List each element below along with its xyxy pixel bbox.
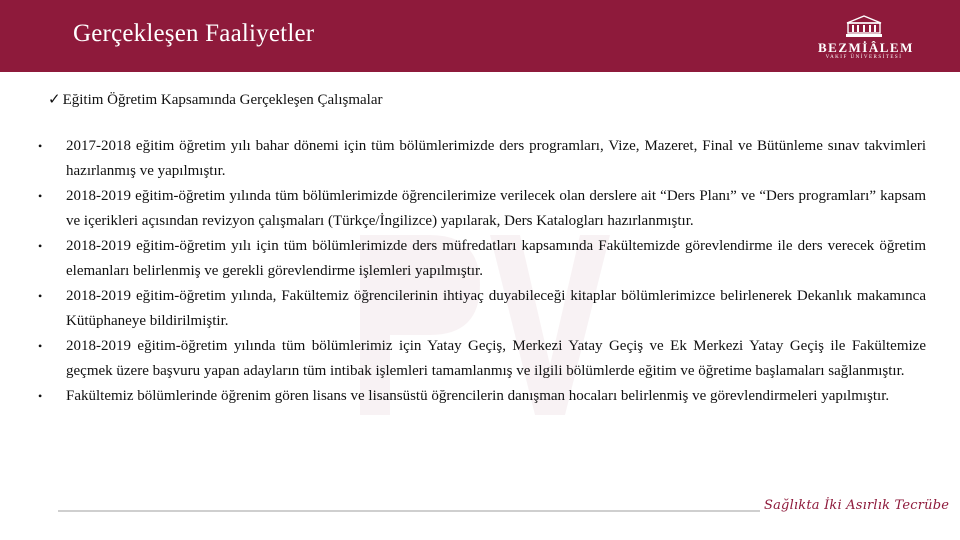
list-item-text: 2017-2018 eğitim öğretim yılı bahar dönemi için tüm bölümlerimizde ders programları, Vize, Mazeret, Final ve Bütünleme sınav takvimleri hazırlanmış ve yapılmıştır. [66, 138, 926, 179]
building-icon [844, 14, 884, 38]
bullet-icon: • [38, 289, 43, 303]
header-bar [0, 0, 960, 72]
bezmialem-logo [818, 14, 914, 64]
list-item-text: 2018-2019 eğitim-öğretim yılında tüm bölümlerimiz için Yatay Geçiş, Merkezi Yatay Geçiş ve Ek Merkezi Yatay Geçiş ile Fakültemize geçmek üzere başvuru yapan adayların tüm intibak işlemleri tamamlanmış ve ilgili bölümlerde eğitim ve öğretime başlamaları sağlanmıştır. [66, 338, 926, 379]
bullet-icon: • [38, 339, 43, 353]
bullet-icon: • [38, 189, 43, 203]
list-item-text: Fakültemiz bölümlerinde öğrenim gören lisans ve lisansüstü öğrencilerin danışman hocaları belirlenmiş ve görevlendirmeleri yapılmıştır. [66, 388, 890, 404]
list-item [38, 384, 926, 409]
list-item [38, 284, 926, 334]
footer-slogan: Sağlıkta İki Asırlık Tecrübe [764, 498, 950, 513]
page-title: Gerçekleşen Faaliyetler [73, 20, 315, 47]
section-subheading [48, 90, 382, 109]
list-item [38, 134, 926, 184]
logo-subtitle: VAKIF ÜNİVERSİTESİ [825, 55, 903, 60]
check-icon: ✓ [48, 92, 61, 108]
bullet-icon: • [38, 389, 43, 403]
footer-divider [58, 510, 760, 512]
list-item-text: 2018-2019 eğitim-öğretim yılında, Fakültemiz öğrencilerinin ihtiyaç duyabileceği kitaplar bölümlerimizce belirlenerek Dekanlık makamınca Kütüphaneye bildirilmiştir. [66, 288, 926, 329]
bullet-icon: • [38, 139, 43, 153]
logo-name: BEZMİÂLEM [818, 40, 914, 55]
list-item-text: 2018-2019 eğitim-öğretim yılında tüm bölümlerimizde öğrencilerimize verilecek olan derslere ait “Ders Planı” ve “Ders programları” kapsam ve içerikleri açısından revizyon çalışmaları (Türkçe/İngilizce) yapılarak, Ders Katalogları hazırlanmıştır. [66, 188, 926, 229]
subheading-text: Eğitim Öğretim Kapsamında Gerçekleşen Çalışmalar [62, 92, 383, 108]
activity-list [38, 134, 926, 409]
list-item [38, 234, 926, 284]
list-item [38, 334, 926, 384]
list-item-text: 2018-2019 eğitim-öğretim yılı için tüm bölümlerimizde ders müfredatları kapsamında Fakültemizde görevlendirme ile ders verecek öğretim elemanları belirlenmiş ve gerekli görevlendirme işlemleri yapılmıştır. [66, 238, 926, 279]
bullet-icon: • [38, 239, 43, 253]
list-item [38, 184, 926, 234]
